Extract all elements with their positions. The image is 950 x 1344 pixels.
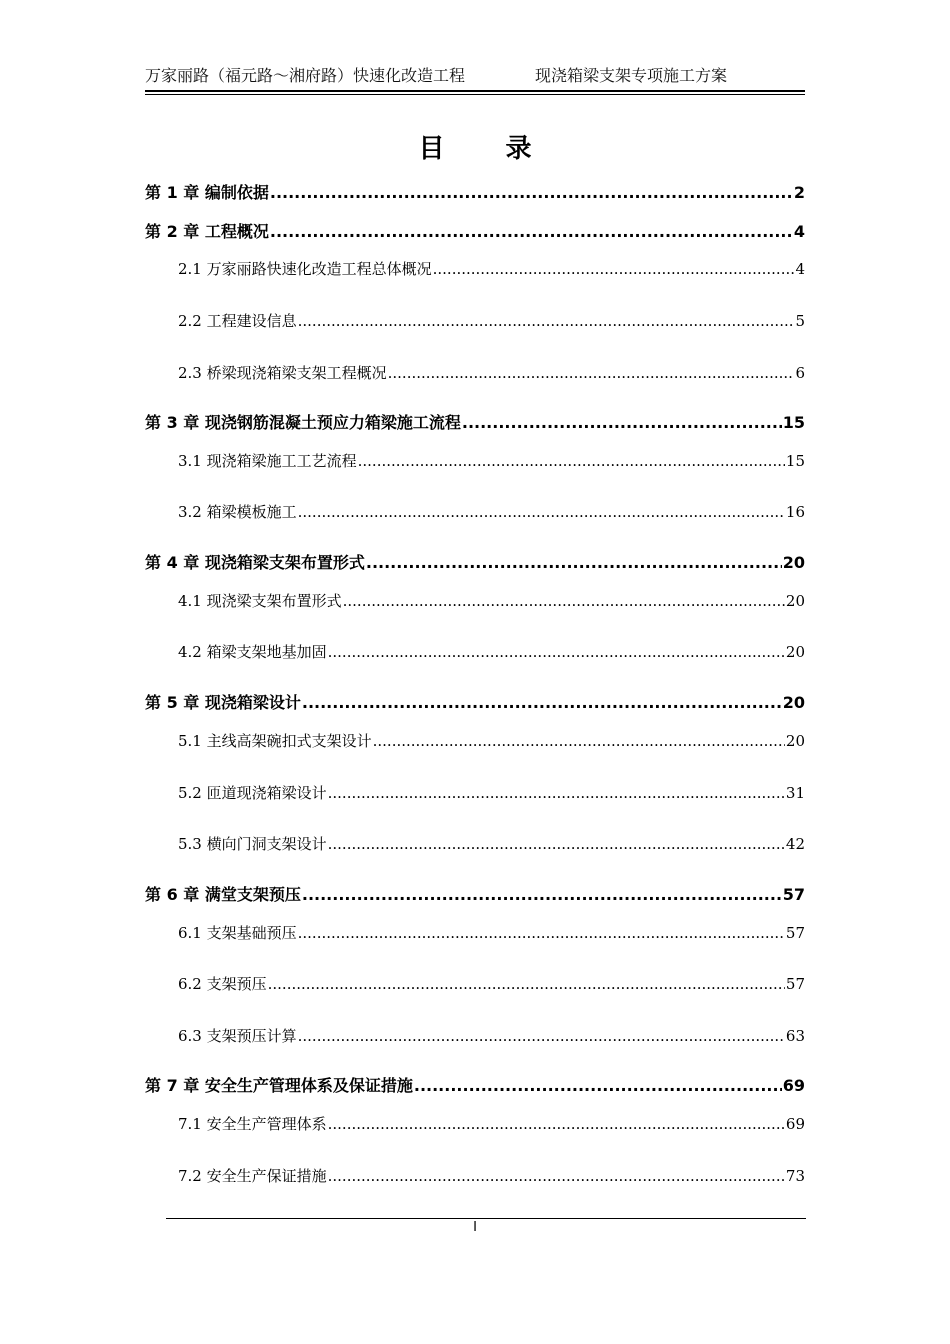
toc-leader-dots — [302, 885, 782, 904]
page-number: I — [473, 1220, 477, 1235]
toc-section-entry[interactable] — [178, 1025, 805, 1049]
toc-entry-page: 20 — [785, 592, 805, 610]
toc-entry-page: 20 — [782, 693, 805, 712]
toc-entry-label: 2.3 桥梁现浇箱梁支架工程概况 — [178, 364, 387, 382]
toc-section-entry[interactable] — [178, 258, 805, 282]
toc-entry-label: 3.2 箱梁模板施工 — [178, 503, 297, 521]
toc-leader-dots — [298, 312, 795, 330]
toc-entry-page: 16 — [785, 503, 805, 521]
toc-leader-dots — [328, 643, 785, 661]
toc-leader-dots — [433, 260, 795, 278]
toc-entry-label: 5.3 横向门洞支架设计 — [178, 835, 327, 853]
toc-section-entry[interactable] — [178, 450, 805, 474]
toc-entry-page: 73 — [785, 1167, 805, 1185]
toc-leader-dots — [298, 503, 785, 521]
toc-entry-page: 2 — [793, 183, 805, 202]
toc-entry-page: 63 — [785, 1027, 805, 1045]
toc-entry-label: 第 4 章 现浇箱梁支架布置形式 — [145, 553, 365, 572]
toc-leader-dots — [373, 732, 785, 750]
toc-chapter-entry[interactable] — [145, 690, 805, 714]
toc-section-entry[interactable] — [178, 1113, 805, 1137]
toc-entry-page: 4 — [795, 260, 805, 278]
toc-section-entry[interactable] — [178, 922, 805, 946]
toc-section-entry[interactable] — [178, 501, 805, 525]
toc-entry-label: 5.2 匝道现浇箱梁设计 — [178, 784, 327, 802]
toc-section-entry[interactable] — [178, 1165, 805, 1189]
toc-entry-page: 31 — [785, 784, 805, 802]
toc-leader-dots — [270, 222, 793, 241]
toc-leader-dots — [366, 553, 782, 572]
toc-leader-dots — [268, 975, 785, 993]
toc-entry-label: 第 6 章 满堂支架预压 — [145, 885, 301, 904]
toc-entry-label: 第 7 章 安全生产管理体系及保证措施 — [145, 1076, 413, 1095]
toc-title: 目 录 — [418, 134, 558, 164]
toc-entry-page: 57 — [785, 975, 805, 993]
toc-chapter-entry[interactable] — [145, 550, 805, 574]
toc-leader-dots — [414, 1076, 782, 1095]
toc-leader-dots — [328, 1167, 785, 1185]
toc-section-entry[interactable] — [178, 590, 805, 614]
toc-entry-page: 4 — [793, 222, 805, 241]
toc-section-entry[interactable] — [178, 782, 805, 806]
toc-leader-dots — [462, 413, 782, 432]
toc-entry-page: 20 — [785, 732, 805, 750]
toc-entry-label: 7.1 安全生产管理体系 — [178, 1115, 327, 1133]
toc-leader-dots — [328, 784, 785, 802]
footer-rule — [166, 1218, 806, 1219]
toc-leader-dots — [328, 1115, 785, 1133]
toc-entry-label: 2.1 万家丽路快速化改造工程总体概况 — [178, 260, 432, 278]
toc-chapter-entry[interactable] — [145, 410, 805, 434]
toc-entry-label: 6.3 支架预压计算 — [178, 1027, 297, 1045]
header-project-name: 万家丽路（福元路～湘府路）快速化改造工程 — [145, 66, 466, 85]
toc-entry-page: 5 — [795, 312, 805, 330]
toc-leader-dots — [298, 924, 785, 942]
header-document-title: 现浇箱梁支架专项施工方案 — [535, 66, 728, 85]
toc-entry-page: 57 — [785, 924, 805, 942]
toc-entry-label: 6.2 支架预压 — [178, 975, 267, 993]
toc-entry-page: 69 — [785, 1115, 805, 1133]
toc-entry-label: 2.2 工程建设信息 — [178, 312, 297, 330]
toc-leader-dots — [388, 364, 795, 382]
toc-leader-dots — [302, 693, 782, 712]
toc-entry-label: 第 5 章 现浇箱梁设计 — [145, 693, 301, 712]
toc-leader-dots — [343, 592, 785, 610]
toc-entry-label: 4.2 箱梁支架地基加固 — [178, 643, 327, 661]
toc-section-entry[interactable] — [178, 362, 805, 386]
toc-section-entry[interactable] — [178, 641, 805, 665]
toc-section-entry[interactable] — [178, 973, 805, 997]
toc-entry-page: 6 — [795, 364, 805, 382]
toc-entry-label: 第 2 章 工程概况 — [145, 222, 269, 241]
toc-leader-dots — [328, 835, 785, 853]
toc-chapter-entry[interactable] — [145, 882, 805, 906]
toc-entry-label: 7.2 安全生产保证措施 — [178, 1167, 327, 1185]
header-rule-thin — [145, 94, 805, 95]
toc-chapter-entry[interactable] — [145, 1073, 805, 1097]
toc-leader-dots — [358, 452, 785, 470]
toc-section-entry[interactable] — [178, 310, 805, 334]
toc-leader-dots — [298, 1027, 785, 1045]
toc-entry-page: 69 — [782, 1076, 805, 1095]
toc-entry-page: 20 — [785, 643, 805, 661]
toc-entry-label: 6.1 支架基础预压 — [178, 924, 297, 942]
toc-chapter-entry[interactable] — [145, 219, 805, 243]
toc-entry-label: 第 1 章 编制依据 — [145, 183, 269, 202]
header-rule-thick — [145, 90, 805, 92]
toc-entry-page: 20 — [782, 553, 805, 572]
toc-entry-page: 15 — [785, 452, 805, 470]
toc-entry-label: 第 3 章 现浇钢筋混凝土预应力箱梁施工流程 — [145, 413, 461, 432]
toc-section-entry[interactable] — [178, 833, 805, 857]
toc-entry-page: 42 — [785, 835, 805, 853]
toc-leader-dots — [270, 183, 793, 202]
toc-entry-label: 4.1 现浇梁支架布置形式 — [178, 592, 342, 610]
toc-entry-page: 15 — [782, 413, 805, 432]
toc-entry-label: 5.1 主线高架碗扣式支架设计 — [178, 732, 372, 750]
toc-entry-label: 3.1 现浇箱梁施工工艺流程 — [178, 452, 357, 470]
running-header — [145, 62, 805, 90]
toc-section-entry[interactable] — [178, 730, 805, 754]
toc-chapter-entry[interactable] — [145, 180, 805, 204]
toc-entry-page: 57 — [782, 885, 805, 904]
